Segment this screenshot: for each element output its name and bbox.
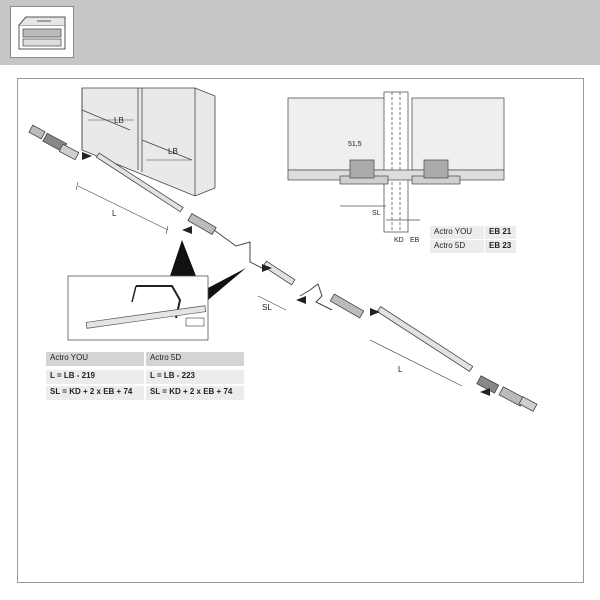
sl-label-middle: SL — [262, 303, 272, 312]
l-label-right: L — [398, 365, 403, 374]
dimension-l-right — [370, 340, 462, 386]
lb-label-1: LB — [114, 116, 124, 125]
formula-l-1: L = LB - 219 — [46, 370, 144, 384]
offset-label: 51,5 — [348, 141, 362, 148]
eb-row-1-model: Actro YOU — [430, 226, 484, 239]
cabinet-illustration — [82, 88, 215, 196]
kd-label: KD — [394, 237, 404, 244]
formula-sl-1: SL = KD + 2 x EB + 74 — [46, 386, 144, 400]
formula-l-2: L = LB - 223 — [146, 370, 244, 384]
cross-section-detail — [288, 92, 504, 232]
eb-table — [430, 226, 516, 256]
callout-pointer-2 — [208, 268, 246, 300]
saw-detail-box — [68, 276, 208, 340]
lb-label-2: LB — [168, 147, 178, 156]
eb-row-2-model: Actro 5D — [430, 240, 484, 253]
sl-label-top: SL — [372, 210, 381, 217]
formula-table — [46, 352, 244, 404]
formula-sl-2: SL = KD + 2 x EB + 74 — [146, 386, 244, 400]
formula-header-2: Actro 5D — [146, 352, 244, 366]
callout-pointer — [170, 240, 196, 276]
eb-row-1-value: EB 21 — [485, 226, 516, 239]
eb-label: EB — [410, 237, 420, 244]
l-label-left: L — [112, 209, 117, 218]
formula-header-1: Actro YOU — [46, 352, 144, 366]
eb-row-2-value: EB 23 — [485, 240, 516, 253]
